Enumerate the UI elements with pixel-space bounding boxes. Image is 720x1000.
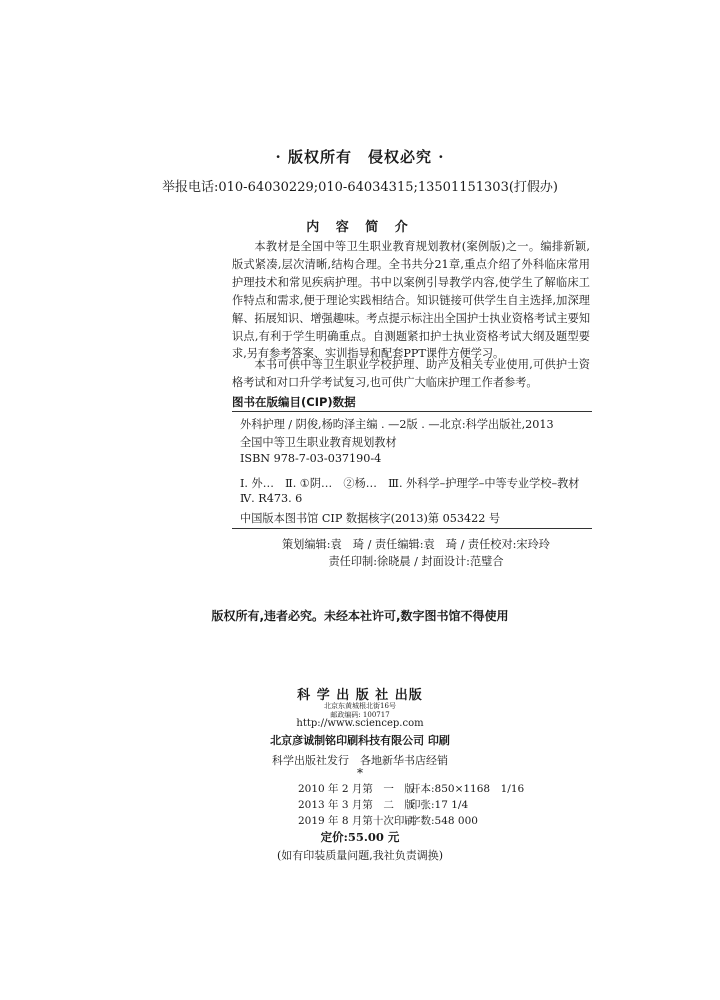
publisher-name: 科 学 出 版 社 出版 [297,688,423,703]
cip-top-rule [232,411,592,412]
edition-row-1 [298,781,525,796]
report-phone: 举报电话:010-64030229;010-64034315;13501151303(打假办) [161,180,558,195]
cip-line-5: Ⅳ. R473. 6 [240,492,303,505]
distribution-info: 科学出版社发行 各地新华书店经销 [272,754,448,767]
quality-note: (如有印装质量问题,我社负责调换) [276,849,444,862]
cip-line-2: 全国中等卫生职业教育规划教材 [240,436,397,449]
spec-3: 字数:548 000 [410,815,478,827]
copyright-title: · 版权所有 侵权必究 · [275,148,445,166]
editors-line-2: 责任印制:徐晓晨 / 封面设计:范璧合 [328,555,504,568]
summary-paragraph-1: 本教材是全国中等卫生职业教育规划教材(案例版)之一。编排新颖,版式紧凑,层次清晰,结构合理。全书共分21章,重点介绍了外科临床常用护理技术和常见疾病护理。书中以案例引导教学内容,使学生了解临床工作特点和需求,便于理论实践相结合。知识链接可供学生自主选择,加深理解、拓展知识、增强趣味。考点提示标注出全国护士执业资格考试主要知识点,有利于学生明确重点。自测题紧扣护士执业资格考试大纲及题型要求,另有参考答案、实训指导和配套PPT课件方便学习。 [232,240,591,361]
summary-heading: 内 容 简 介 [306,220,414,235]
cip-line-6: 中国版本图书馆 CIP 数据核字(2013)第 053422 号 [240,512,501,525]
summary-paragraph-2: 本书可供中等卫生职业学校护理、助产及相关专业使用,可供护士资格考试和对口升学考试复习,也可供广大临床护理工作者参考。 [232,358,590,389]
spec-1: 开本:850×1168 1/16 [410,783,525,795]
publisher-url: http://www.sciencep.com [296,718,424,729]
cip-bottom-rule [232,528,592,529]
printer-name: 北京彦诚制铭印刷科技有限公司 印刷 [270,734,450,747]
copyright-notice: 版权所有,违者必究。未经本社许可,数字图书馆不得使用 [211,609,509,623]
spec-2: 印张:17 1/4 [410,799,469,811]
price: 定价:55.00 元 [320,830,400,844]
cip-line-3: ISBN 978-7-03-037190-4 [240,452,382,465]
publisher-address: 北京东黄城根北街16号 [324,702,396,710]
editors-line-1: 策划编辑:袁 琦 / 责任编辑:袁 琦 / 责任校对:宋玲玲 [281,538,550,551]
separator-mark: * [357,766,363,780]
publisher-postcode: 邮政编码: 100717 [330,711,390,719]
cip-line-1: 外科护理 / 阴俊,杨昀泽主编 . —2版 . —北京:科学出版社,2013 [240,418,554,431]
edition-1: 2010 年 2 月第 一 版 [298,783,415,795]
edition-row-3 [298,813,478,828]
cip-line-4: Ⅰ. 外… Ⅱ. ①阴… ②杨… Ⅲ. 外科学–护理学–中等专业学校–教材 [240,477,580,490]
edition-row-2 [298,797,469,812]
edition-2: 2013 年 3 月第 二 版 [298,799,415,811]
edition-3: 2019 年 8 月第十次印刷 [298,815,415,827]
cip-heading: 图书在版编目(CIP)数据 [232,395,356,409]
